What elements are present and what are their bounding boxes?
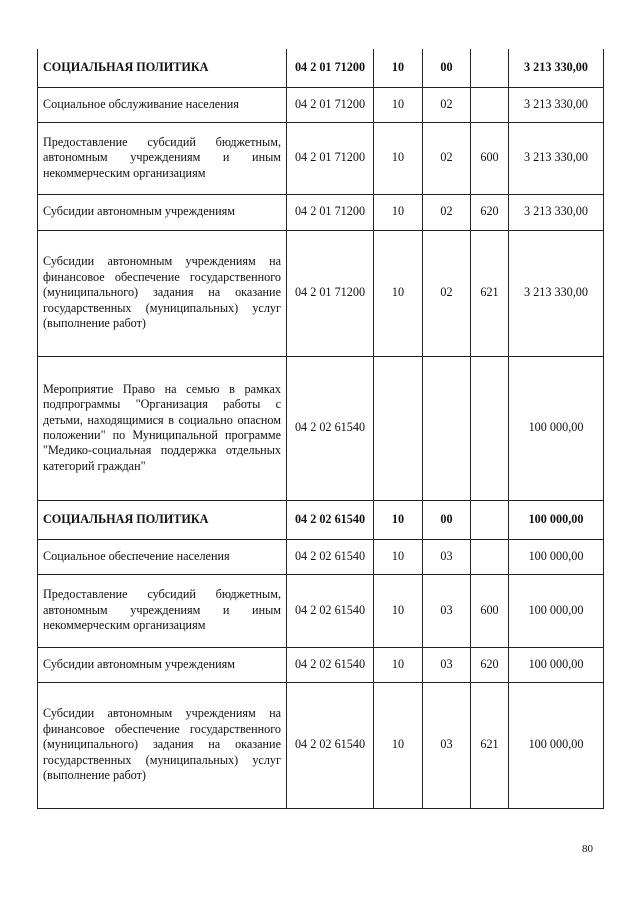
- cell-name: Мероприятие Право на семью в рамках подпрограммы "Организация работы с детьми, находящимися в социально опасном положении" по Муниципальной программе "Медико-социальная поддержка отдельных категорий граждан": [38, 356, 287, 500]
- table-row: [38, 647, 604, 682]
- cell-section: 10: [374, 647, 423, 682]
- table-row: [38, 500, 604, 539]
- table-row: [38, 122, 604, 194]
- cell-name: СОЦИАЛЬНАЯ ПОЛИТИКА: [38, 49, 287, 87]
- cell-section: 10: [374, 500, 423, 539]
- cell-target-code: 04 2 01 71200: [287, 194, 374, 230]
- cell-subsection: 00: [423, 500, 471, 539]
- table-row: [38, 87, 604, 122]
- table-row: [38, 574, 604, 647]
- table-row: [38, 230, 604, 356]
- table-row: [38, 682, 604, 808]
- cell-subsection: 03: [423, 647, 471, 682]
- cell-target-code: 04 2 02 61540: [287, 682, 374, 808]
- cell-target-code: 04 2 02 61540: [287, 356, 374, 500]
- cell-amount: 100 000,00: [509, 682, 604, 808]
- cell-expense-type: [471, 49, 509, 87]
- cell-amount: 100 000,00: [509, 356, 604, 500]
- cell-subsection: 02: [423, 87, 471, 122]
- cell-amount: 100 000,00: [509, 500, 604, 539]
- cell-target-code: 04 2 02 61540: [287, 500, 374, 539]
- cell-subsection: 02: [423, 122, 471, 194]
- cell-expense-type: 621: [471, 682, 509, 808]
- cell-amount: 3 213 330,00: [509, 87, 604, 122]
- cell-name: Социальное обеспечение населения: [38, 539, 287, 574]
- cell-expense-type: [471, 356, 509, 500]
- cell-amount: 3 213 330,00: [509, 122, 604, 194]
- table-row: [38, 539, 604, 574]
- cell-subsection: [423, 356, 471, 500]
- cell-amount: 100 000,00: [509, 539, 604, 574]
- cell-expense-type: [471, 87, 509, 122]
- cell-name: Социальное обслуживание населения: [38, 87, 287, 122]
- cell-amount: 3 213 330,00: [509, 230, 604, 356]
- cell-name: Субсидии автономным учреждениям на финансовое обеспечение государственного (муниципального) задания на оказание государственных (муниципальных) услуг (выполнение работ): [38, 230, 287, 356]
- cell-name: Предоставление субсидий бюджетным, автономным учреждениям и иным некоммерческим организациям: [38, 574, 287, 647]
- cell-target-code: 04 2 02 61540: [287, 647, 374, 682]
- table-row: [38, 49, 604, 87]
- cell-subsection: 02: [423, 230, 471, 356]
- cell-target-code: 04 2 02 61540: [287, 539, 374, 574]
- cell-subsection: 02: [423, 194, 471, 230]
- cell-name: Субсидии автономным учреждениям на финансовое обеспечение государственного (муниципального) задания на оказание государственных (муниципальных) услуг (выполнение работ): [38, 682, 287, 808]
- cell-section: 10: [374, 194, 423, 230]
- cell-expense-type: [471, 539, 509, 574]
- cell-section: 10: [374, 87, 423, 122]
- cell-target-code: 04 2 01 71200: [287, 49, 374, 87]
- cell-subsection: 03: [423, 574, 471, 647]
- cell-name: Субсидии автономным учреждениям: [38, 194, 287, 230]
- cell-target-code: 04 2 01 71200: [287, 122, 374, 194]
- cell-expense-type: 620: [471, 647, 509, 682]
- cell-subsection: 03: [423, 682, 471, 808]
- cell-name: СОЦИАЛЬНАЯ ПОЛИТИКА: [38, 500, 287, 539]
- cell-expense-type: 600: [471, 122, 509, 194]
- cell-expense-type: [471, 500, 509, 539]
- budget-table: [37, 49, 604, 809]
- cell-subsection: 00: [423, 49, 471, 87]
- cell-expense-type: 621: [471, 230, 509, 356]
- cell-section: 10: [374, 230, 423, 356]
- cell-section: [374, 356, 423, 500]
- cell-amount: 3 213 330,00: [509, 194, 604, 230]
- cell-name: Субсидии автономным учреждениям: [38, 647, 287, 682]
- cell-section: 10: [374, 682, 423, 808]
- cell-name: Предоставление субсидий бюджетным, автономным учреждениям и иным некоммерческим организациям: [38, 122, 287, 194]
- table-row: [38, 356, 604, 500]
- cell-amount: 100 000,00: [509, 574, 604, 647]
- cell-section: 10: [374, 122, 423, 194]
- cell-expense-type: 620: [471, 194, 509, 230]
- cell-target-code: 04 2 01 71200: [287, 230, 374, 356]
- cell-subsection: 03: [423, 539, 471, 574]
- cell-target-code: 04 2 01 71200: [287, 87, 374, 122]
- cell-section: 10: [374, 49, 423, 87]
- cell-expense-type: 600: [471, 574, 509, 647]
- cell-target-code: 04 2 02 61540: [287, 574, 374, 647]
- cell-section: 10: [374, 574, 423, 647]
- page-number: 80: [582, 843, 593, 855]
- table-row: [38, 194, 604, 230]
- cell-section: 10: [374, 539, 423, 574]
- cell-amount: 3 213 330,00: [509, 49, 604, 87]
- cell-amount: 100 000,00: [509, 647, 604, 682]
